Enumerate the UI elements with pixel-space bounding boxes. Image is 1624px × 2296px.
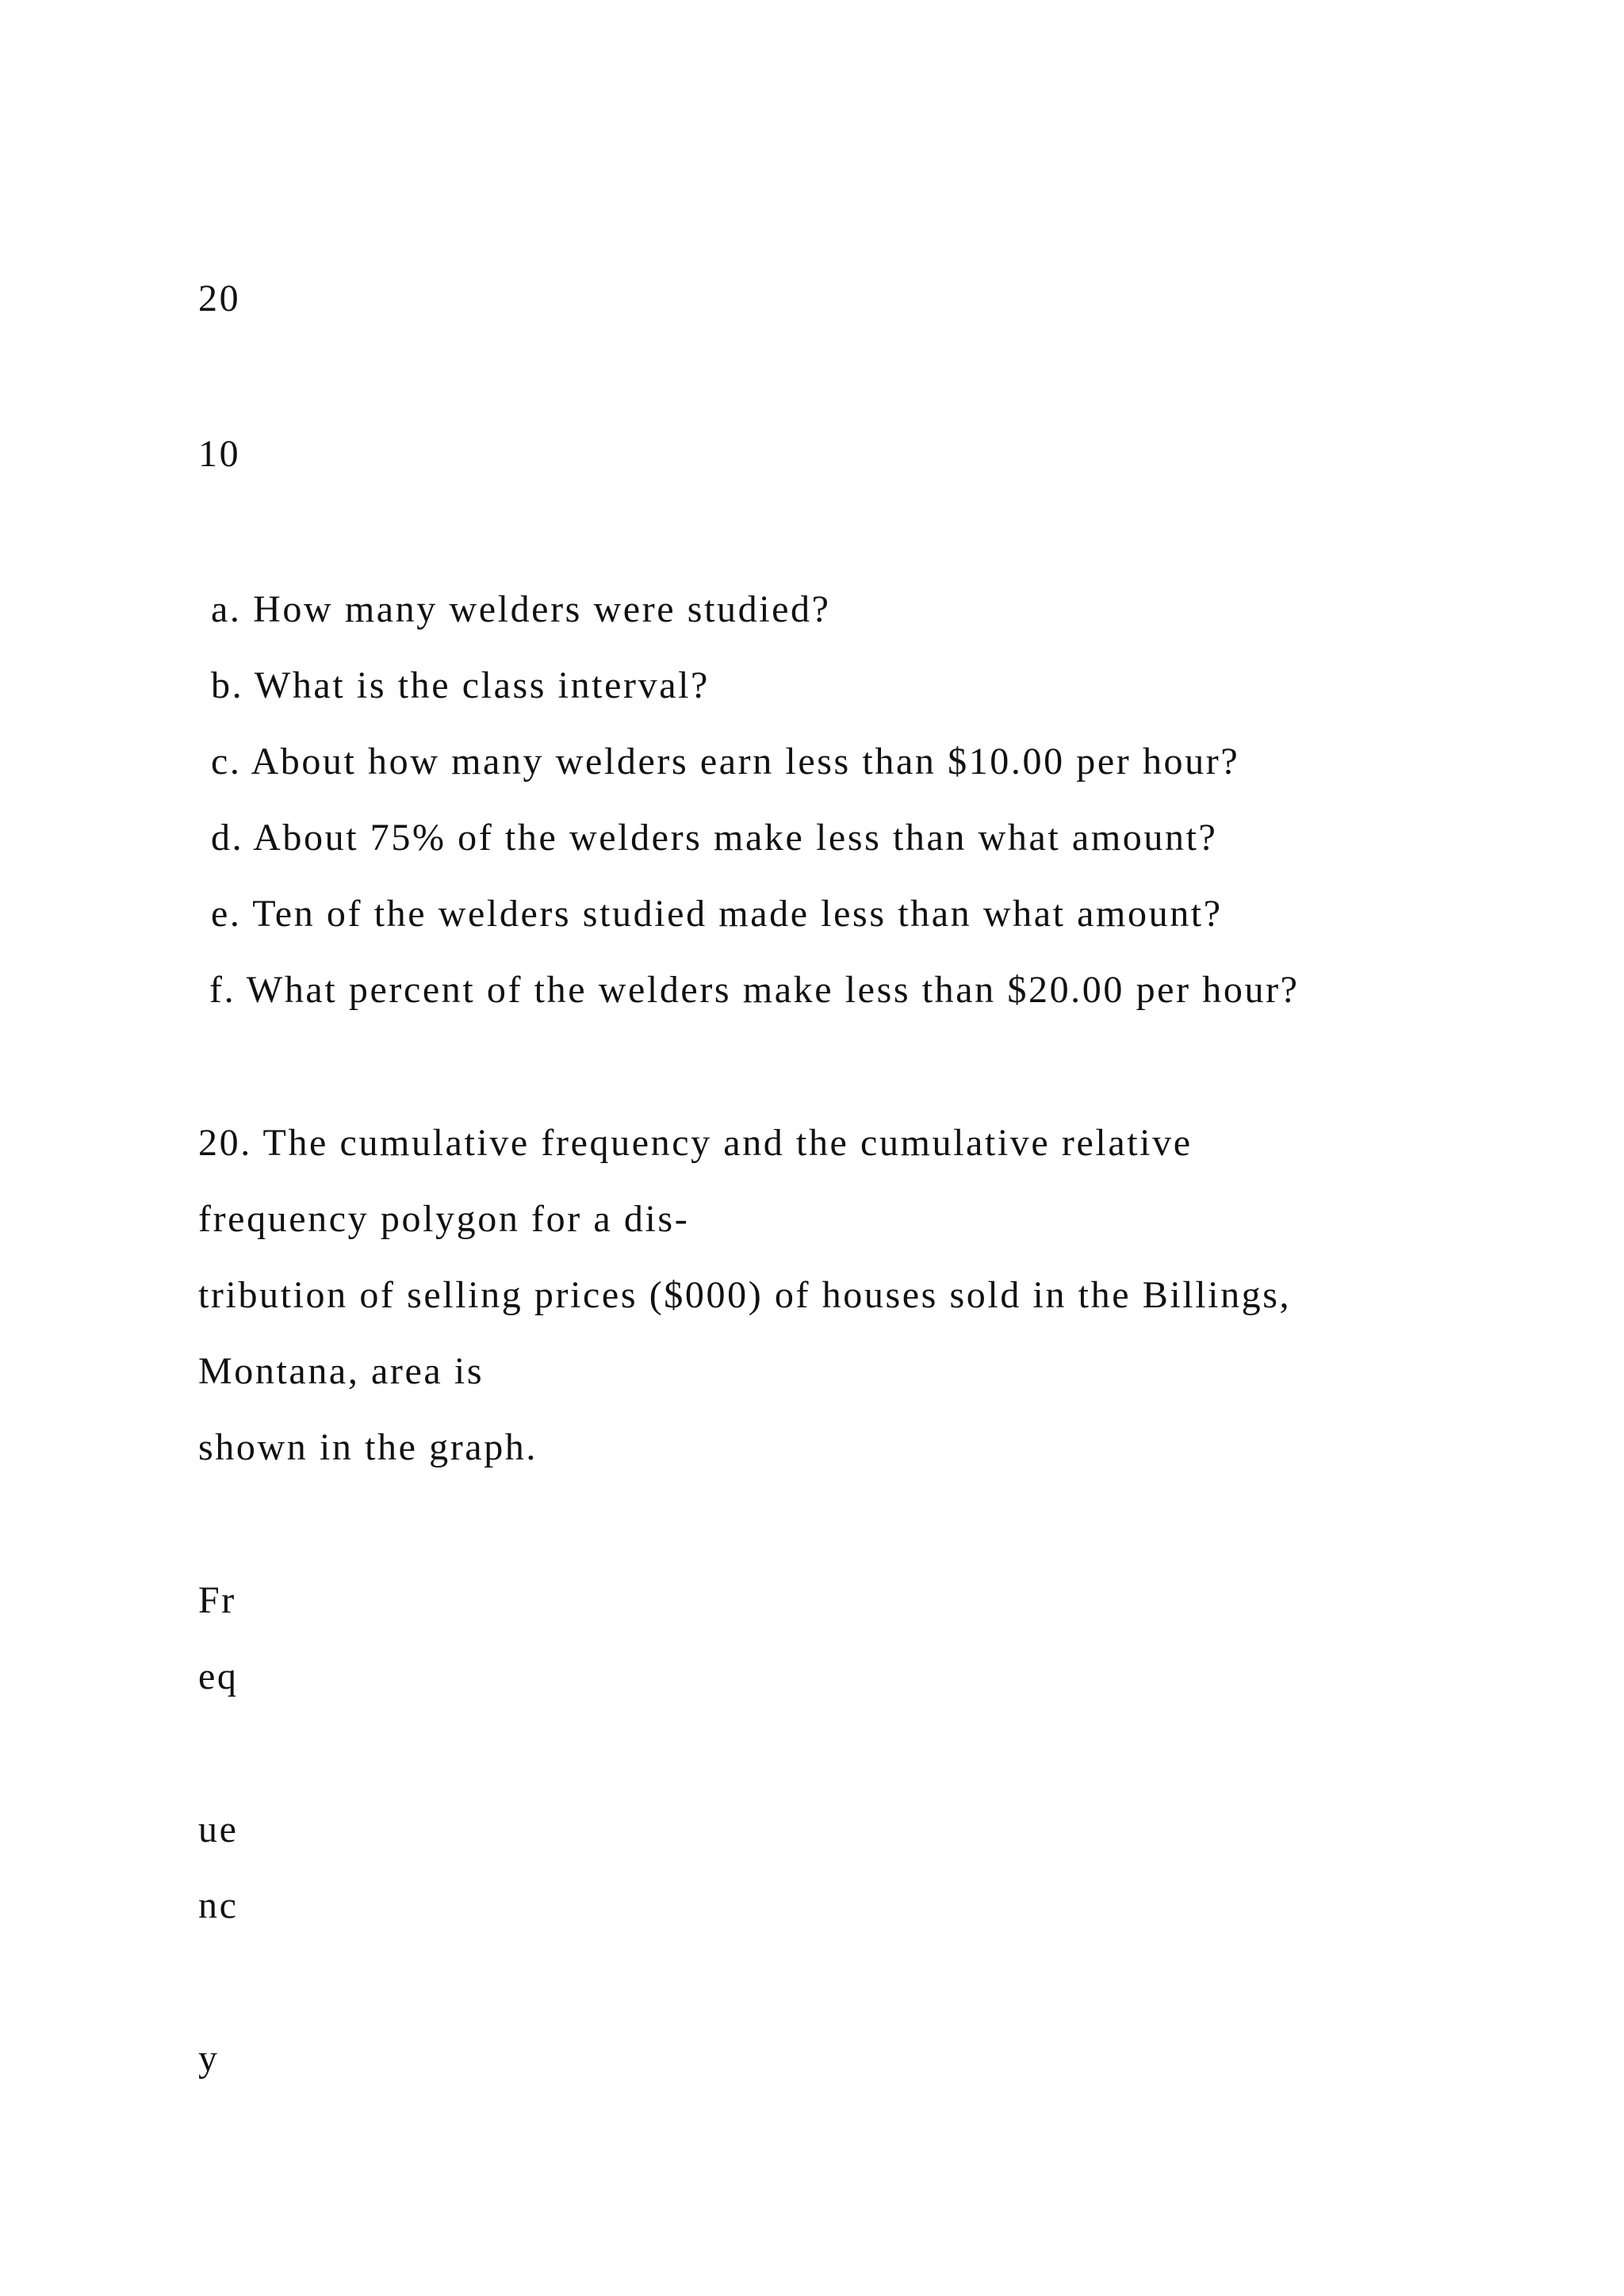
axis-label-fragment-3: ue (198, 1808, 239, 1850)
question-d: d. About 75% of the welders make less than what amount? (211, 817, 1218, 859)
question-f: f. What percent of the welders make less than $20.00 per hour? (209, 969, 1300, 1011)
axis-label-fragment-5: y (198, 2038, 220, 2080)
axis-label-fragment-2: eq (198, 1655, 239, 1697)
problem-20-line-3: tribution of selling prices ($000) of houses sold in the Billings, (198, 1274, 1292, 1316)
axis-label-fragment-4: nc (198, 1885, 239, 1927)
axis-tick-10: 10 (198, 433, 241, 475)
axis-label-fragment-1: Fr (198, 1579, 236, 1621)
problem-20-line-1: 20. The cumulative frequency and the cumulative relative (198, 1122, 1193, 1164)
question-c: c. About how many welders earn less than $10.00 per hour? (211, 740, 1240, 783)
problem-20-line-2: frequency polygon for a dis- (198, 1198, 690, 1240)
axis-tick-20: 20 (198, 277, 241, 320)
problem-20-line-4: Montana, area is (198, 1350, 485, 1392)
problem-20-line-5: shown in the graph. (198, 1426, 538, 1468)
question-e: e. Ten of the welders studied made less than what amount? (211, 893, 1223, 935)
question-b: b. What is the class interval? (211, 664, 710, 706)
question-a: a. How many welders were studied? (211, 588, 831, 630)
